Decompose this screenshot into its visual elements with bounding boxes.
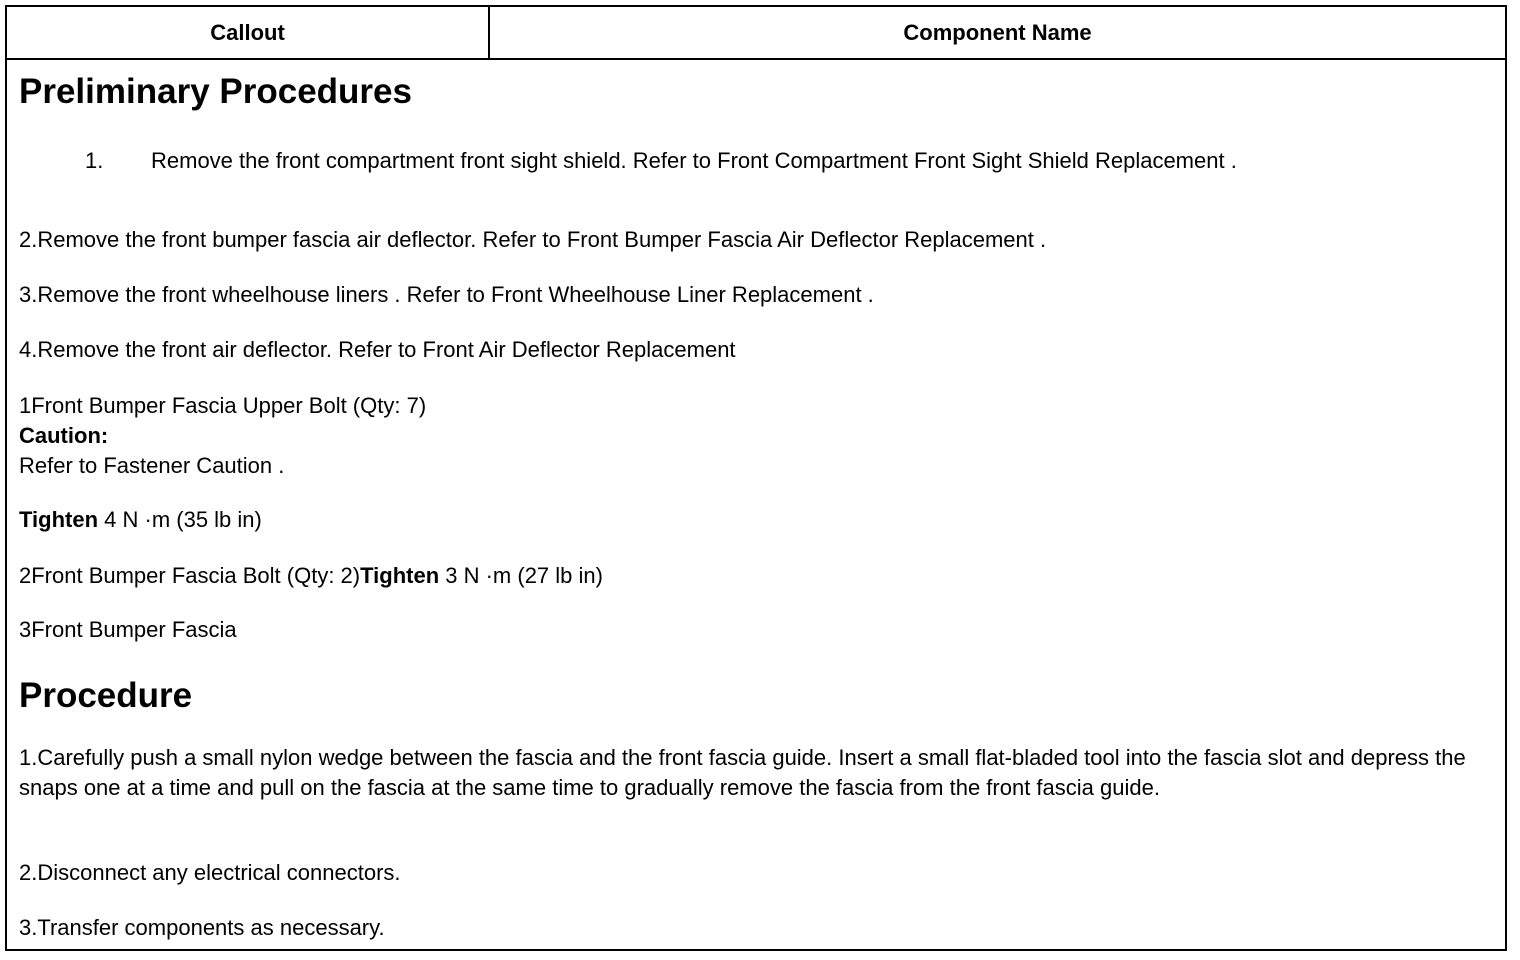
preliminary-step-4: 4.Remove the front air deflector. Refer to Front Air Deflector Replacement — [19, 337, 736, 362]
callout-item-1: 1Front Bumper Fascia Upper Bolt (Qty: 7) — [19, 393, 427, 418]
caution-label: Caution: — [19, 423, 109, 448]
tighten-label: Tighten — [19, 507, 99, 532]
callout-item-2-text: 2Front Bumper Fascia Bolt (Qty: 2) — [19, 563, 361, 588]
procedure-step-1: 1.Carefully push a small nylon wedge between the fascia and the front fascia guide. Insert a small flat-bladed tool into the fascia slot and depress the snaps one at a time and pull on the fascia at the same time to gradually remove the fascia from the front fascia guide. — [19, 745, 1466, 800]
procedure-heading: Procedure — [19, 676, 193, 715]
caution-text: Refer to Fastener Caution . — [19, 453, 285, 478]
procedure-step-3: 3.Transfer components as necessary. — [19, 915, 385, 940]
preliminary-step-2: 2.Remove the front bumper fascia air deflector. Refer to Front Bumper Fascia Air Deflector Replacement . — [19, 227, 1047, 252]
tighten-spec-1 — [19, 505, 262, 535]
preliminary-step-1 — [85, 146, 1237, 176]
tighten-value: 3 N ·m (27 lb in) — [439, 563, 603, 588]
header-component-name: Component Name — [903, 19, 1092, 45]
tighten-value: 4 N ·m (35 lb in) — [98, 507, 262, 532]
table-header-row — [7, 7, 1505, 60]
callout-item-3: 3Front Bumper Fascia — [19, 617, 237, 642]
step-text: Remove the front compartment front sight shield. Refer to Front Compartment Front Sight Shield Replacement . — [151, 148, 1237, 173]
callout-item-2 — [19, 561, 603, 591]
procedure-table — [5, 5, 1507, 951]
header-callout: Callout — [7, 7, 490, 58]
preliminary-step-3: 3.Remove the front wheelhouse liners . Refer to Front Wheelhouse Liner Replacement . — [19, 282, 874, 307]
procedure-step-2: 2.Disconnect any electrical connectors. — [19, 860, 401, 885]
tighten-label: Tighten — [360, 563, 440, 588]
step-number: 1. — [85, 148, 104, 173]
preliminary-heading: Preliminary Procedures — [19, 72, 412, 111]
